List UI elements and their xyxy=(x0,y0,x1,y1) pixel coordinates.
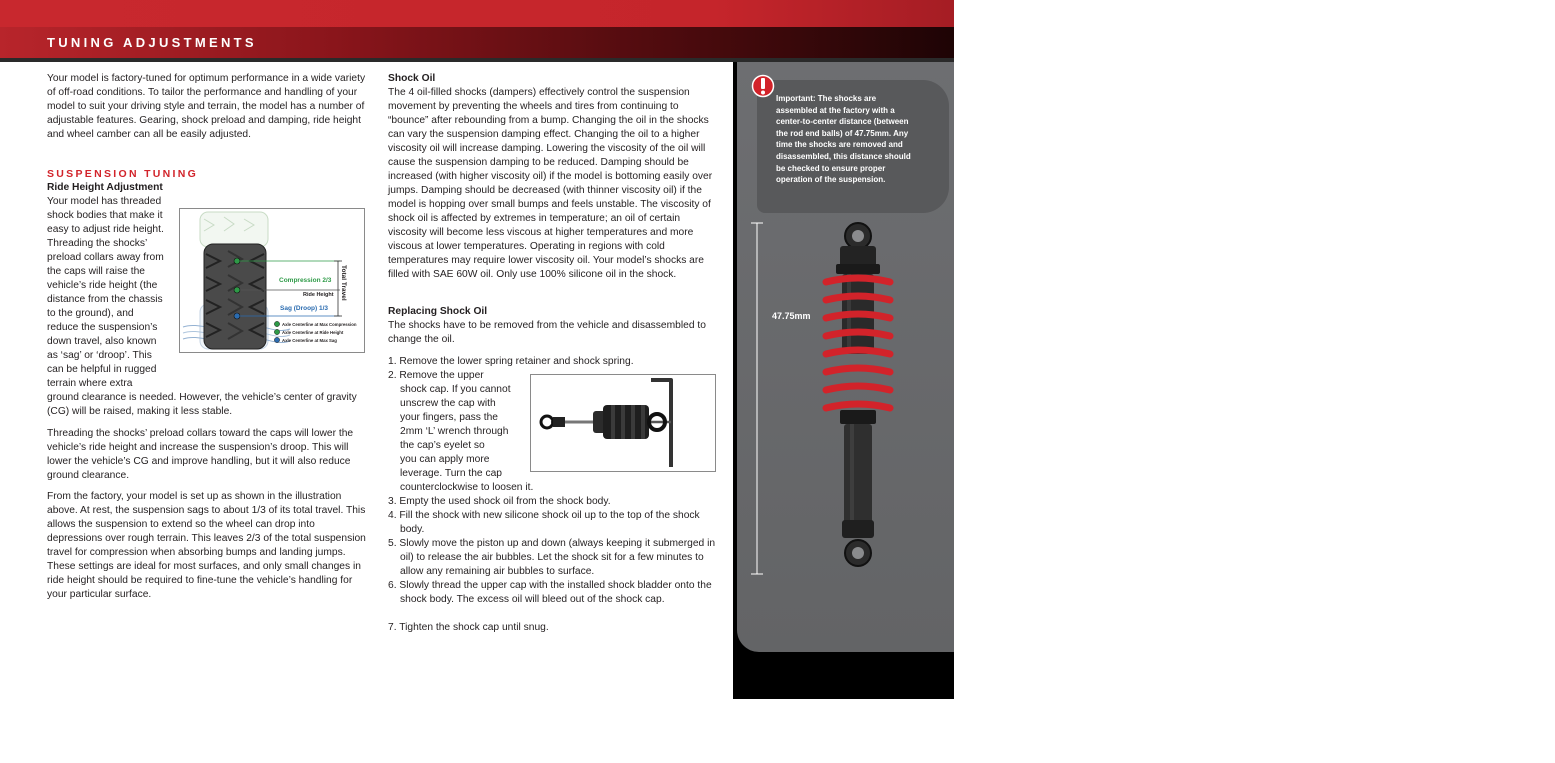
important-note xyxy=(776,93,911,186)
step-2-line: counterclockwise to loosen it. xyxy=(400,482,534,493)
shock-cap-illustration xyxy=(531,375,715,471)
step-1: 1. Remove the lower spring retainer and shock spring. xyxy=(388,356,634,367)
legend-sag: Axle Centerline at Max Sag xyxy=(282,338,337,343)
total-travel-label: Total Travel xyxy=(340,265,347,301)
legend-dot-compression xyxy=(274,321,279,326)
preload-paragraph: Threading the shocks’ preload collars toward the caps will lower the vehicle’s ride height and increase the suspension’s droop. This will lower the vehicle’s CG and improve handling, but it will also reduce ground clearance. xyxy=(47,428,354,481)
axle-marker-compression xyxy=(234,258,240,264)
step-2 xyxy=(388,369,538,495)
shock-oil-title: Shock Oil xyxy=(388,73,436,84)
header-strip xyxy=(0,0,954,27)
ride-line: Your model has threaded xyxy=(47,196,162,207)
step-6: 6. Slowly thread the upper cap with the installed shock bladder onto the shock body. The excess oil will bleed out of the shock cap. xyxy=(388,580,712,605)
ride-line: reduce the suspension’s xyxy=(47,322,158,333)
page-title: TUNING ADJUSTMENTS xyxy=(47,35,257,50)
legend-compression: Axle Centerline at Max Compression xyxy=(282,322,357,327)
step-5: 5. Slowly move the piston up and down (always keeping it submerged in oil) to release the air bubbles. Let the shock sit for a few minutes to allow any remaining air bubbles to surface. xyxy=(388,538,716,577)
important-text: The shocks are assembled at the factory with a center-to-center distance (between the rod end balls) of 47.75mm. Any time the shocks are removed and disassembled, this distance should be checked to ensure proper operation of the suspension. xyxy=(776,94,911,185)
shock-cap-photo xyxy=(530,374,716,472)
step-2-line: you can apply more xyxy=(400,454,490,465)
ride-height-illustration xyxy=(179,208,365,353)
ride-line: terrain where extra xyxy=(47,378,133,389)
warning-icon xyxy=(751,73,775,99)
shock-absorber-illustration xyxy=(790,220,900,575)
step-4: 4. Fill the shock with new silicone shock oil up to the top of the shock body. xyxy=(388,510,700,535)
replacing-title: Replacing Shock Oil xyxy=(388,306,488,317)
step-2-line: leverage. Turn the cap xyxy=(400,468,502,479)
axle-marker-sag xyxy=(234,313,240,319)
dimension-line xyxy=(751,222,763,575)
step-3: 3. Empty the used shock oil from the shock body. xyxy=(388,496,611,507)
ride-line: down travel, also known xyxy=(47,336,157,347)
tire-diagram xyxy=(180,209,364,352)
important-label: Important: xyxy=(776,94,816,103)
ride-line: vehicle’s ride height (the xyxy=(47,280,158,291)
page-header xyxy=(0,0,954,62)
section-heading: SUSPENSION TUNING xyxy=(47,168,199,180)
ride-line: as ‘sag’ or ‘droop’. This xyxy=(47,350,152,361)
step-2-line: shock cap. If you cannot xyxy=(400,384,511,395)
legend-ride-height: Axle Centerline at Ride Height xyxy=(282,330,344,335)
axle-marker-ride-height xyxy=(234,287,240,293)
step-2-line: the cap’s eyelet so xyxy=(400,440,485,451)
tire-outline-compression xyxy=(200,212,268,247)
step-2-line: 2mm ‘L’ wrench through xyxy=(400,426,509,437)
ride-line: easy to adjust ride height. xyxy=(47,224,164,235)
compression-label: Compression 2/3 xyxy=(279,277,332,284)
ride-height-wrap-text xyxy=(47,195,177,391)
legend-dot-sag xyxy=(274,337,279,342)
factory-setup-paragraph: From the factory, your model is set up as shown in the illustration above. At rest, the suspension sags to about 1/3 of its total travel. This allows the suspension to extend so the wheel can drop into depressions over rough terrain. This leaves 2/3 of the total suspension travel for compression when absorbing bumps and landing jumps. These settings are ideal for most surfaces, and only small changes in ride height should be required to fine-tune the vehicle’s handling for your particular surface. xyxy=(47,491,366,600)
sag-label: Sag (Droop) 1/3 xyxy=(280,305,329,312)
ride-line: shock bodies that make it xyxy=(47,210,163,221)
ride-line: Threading the shocks’ xyxy=(47,238,148,249)
ride-line: preload collars away from xyxy=(47,252,164,263)
ride-height-tail: ground clearance is needed. However, the vehicle’s center of gravity (CG) will be raised, making it less stable. xyxy=(47,392,357,417)
replacing-intro: The shocks have to be removed from the vehicle and disassembled to change the oil. xyxy=(388,320,706,345)
intro-paragraph: Your model is factory-tuned for optimum performance in a wide variety of off-road conditions. To tailor the performance and handling of your model to suit your driving style and terrain, the model has a number of adjustable features. Gearing, shock preload and damping, ride height and wheel camber can all be easily adjusted. xyxy=(47,73,366,140)
ride-line: the caps will raise the xyxy=(47,266,145,277)
ride-height-label: Ride Height xyxy=(303,292,334,298)
shock-oil-paragraph: The 4 oil-filled shocks (dampers) effectively control the suspension movement by preventing the wheels and tires from continuing to “bounce” after rebounding from a bump. Changing the oil in the shocks can vary the suspension damping effect. Changing the oil to a higher viscosity oil will increase damping. Lowering the viscosity of the oil will cause the suspension damping to be reduced. Damping should be increased (with higher viscosity oil) if the model is bottoming easily over jumps. Damping should be decreased (with thinner viscosity oil) if the model is hopping over small bumps and feels unstable. The viscosity of shock oil is affected by extremes in temperature; an oil of certain viscosity will become less viscous at higher temperatures and more viscous at lower temperatures. Operating in regions with cold temperatures may require lower viscosity oil. Your model’s shocks are filled with SAE 60W oil. Only use 100% silicone oil in the shock. xyxy=(388,87,713,280)
step-7: 7. Tighten the shock cap until snug. xyxy=(388,622,549,633)
step-2-line: 2. Remove the upper xyxy=(388,370,484,381)
page-footer: 1/16 E-REVO • 21 xyxy=(1522,719,1555,763)
legend-dot-ride-height xyxy=(274,329,279,334)
step-2-line: unscrew the cap with xyxy=(400,398,496,409)
ride-line: distance from the chassis xyxy=(47,294,163,305)
ride-line: to the ground), and xyxy=(47,308,134,319)
dimension-label: 47.75mm xyxy=(772,311,811,321)
ride-line: can be helpful in rugged xyxy=(47,364,157,375)
step-2-line: your fingers, pass the xyxy=(400,412,498,423)
ride-height-title: Ride Height Adjustment xyxy=(47,182,163,193)
